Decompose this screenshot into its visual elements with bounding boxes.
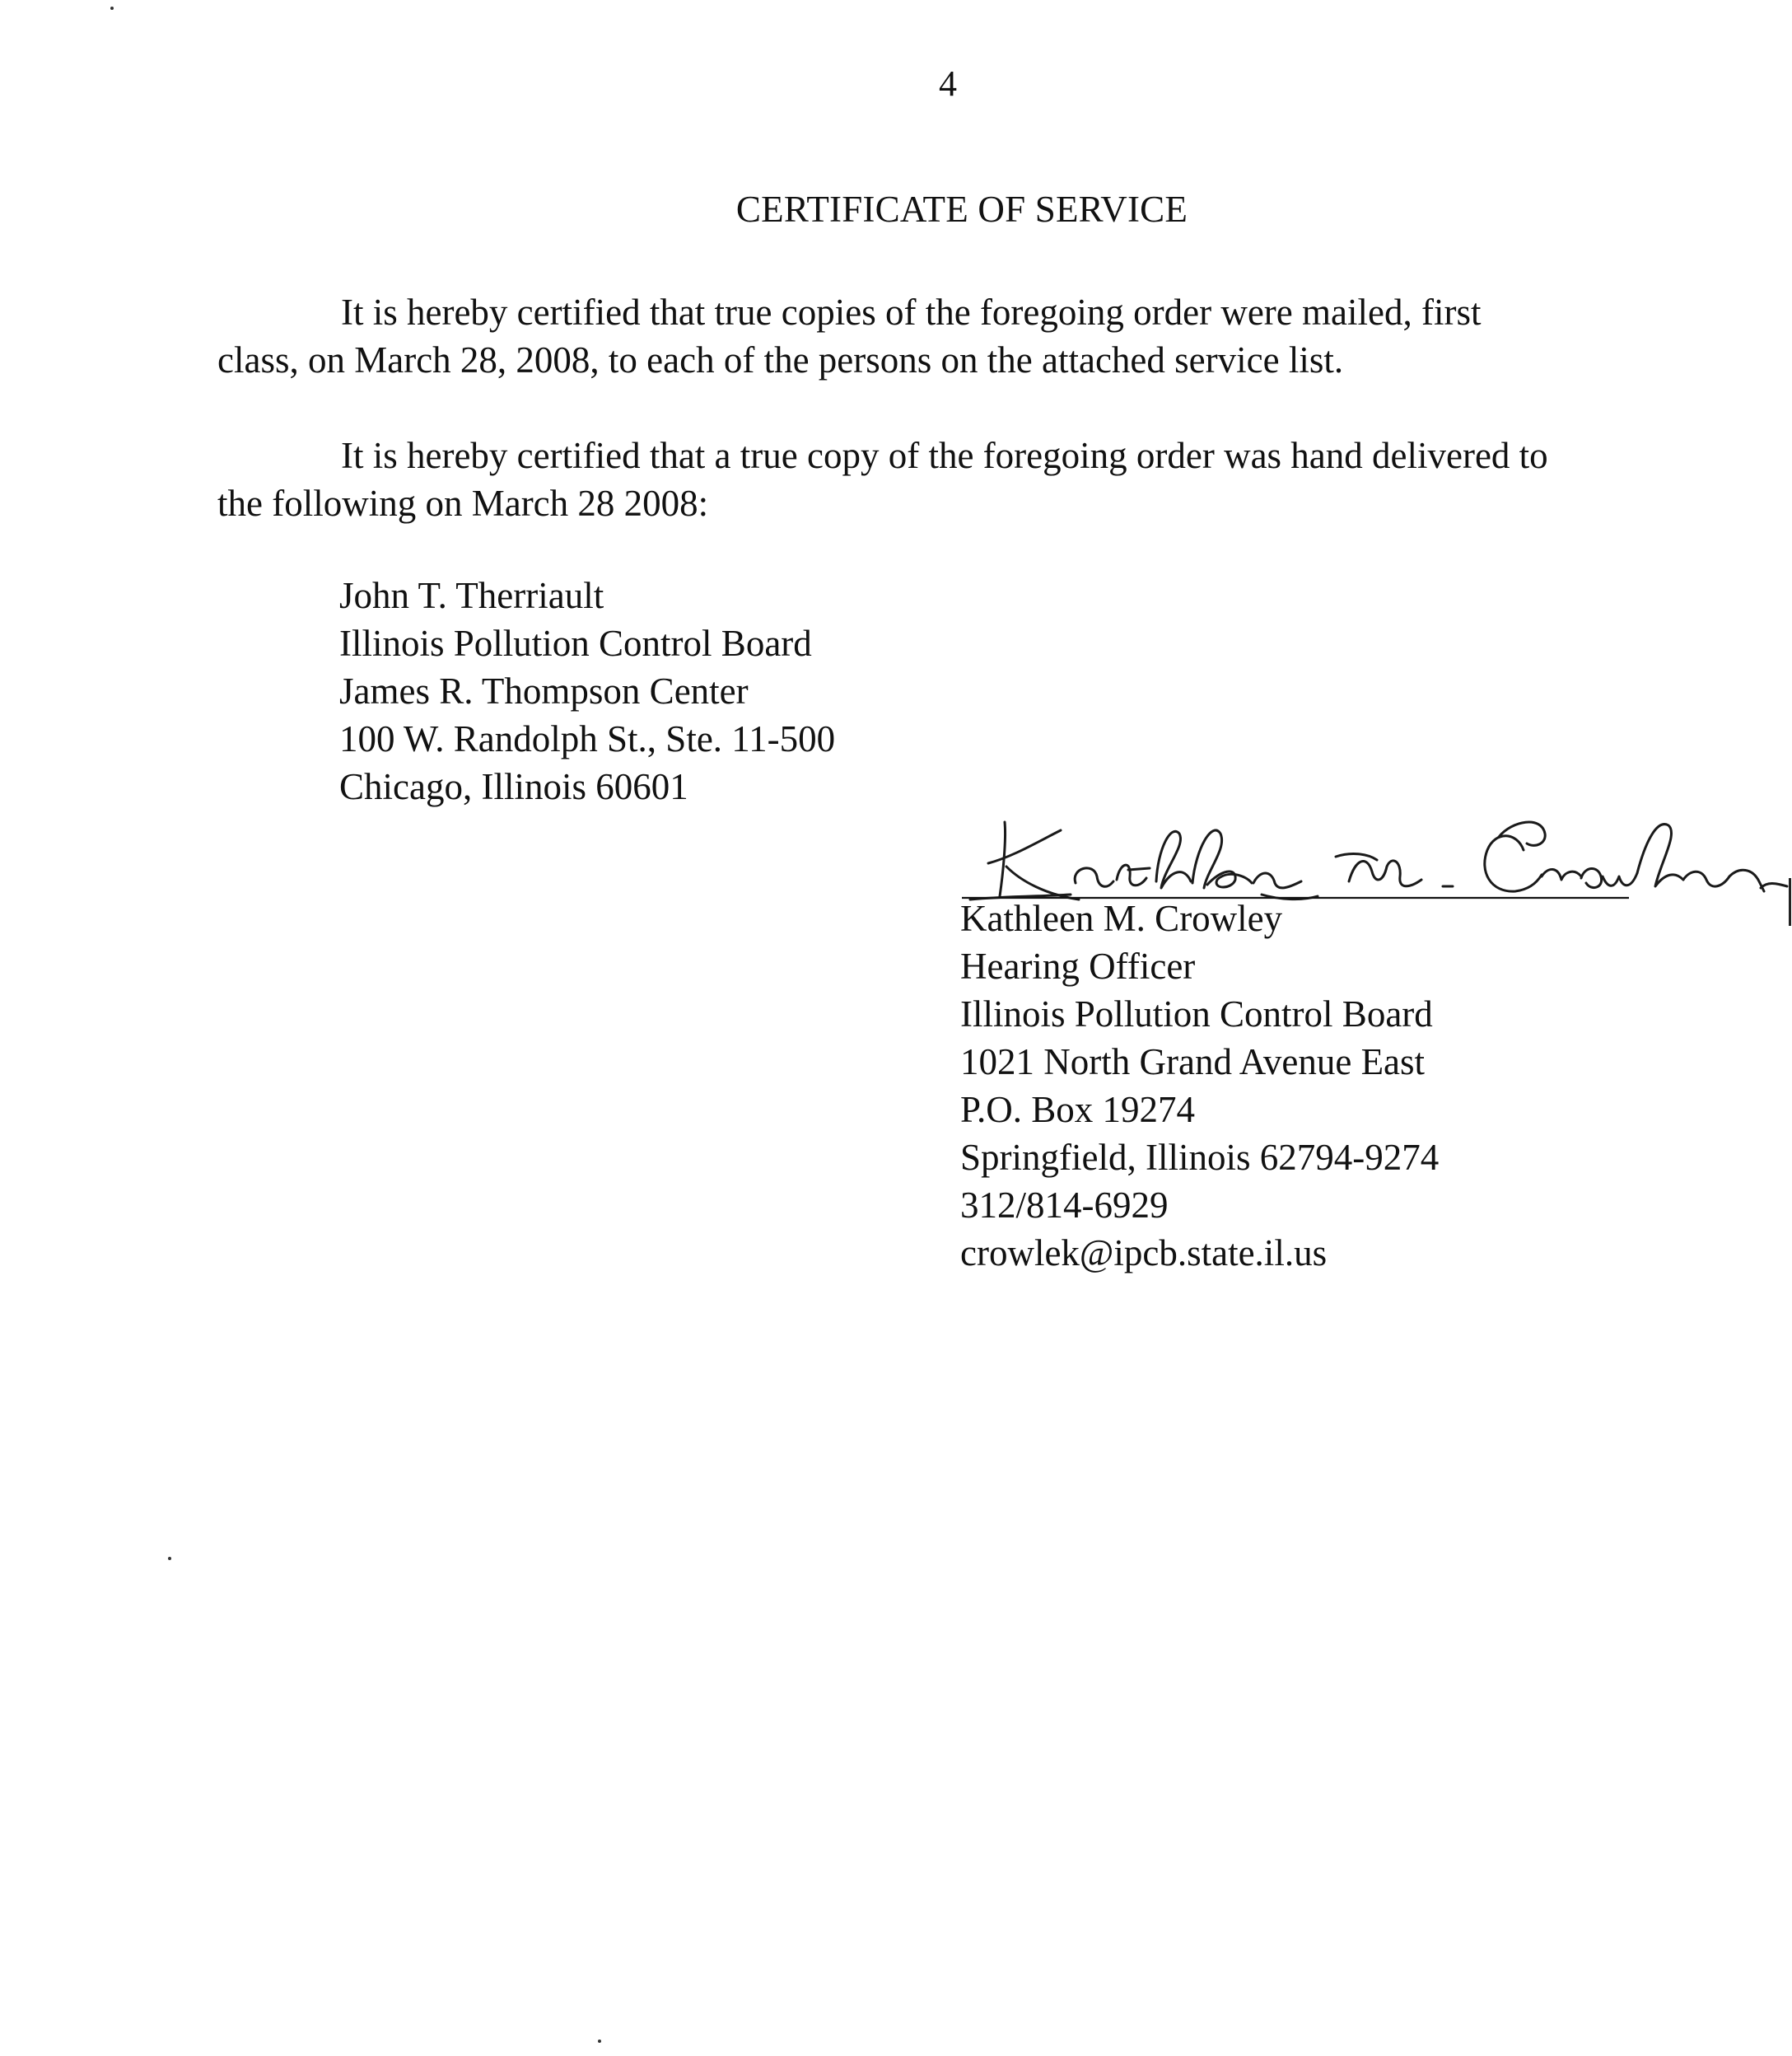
recipient-organization: Illinois Pollution Control Board (339, 623, 812, 664)
signer-title: Hearing Officer (960, 946, 1196, 987)
paragraph-line: the following on March 28 2008: (217, 483, 709, 524)
signer-block (960, 895, 1439, 1277)
recipient-address (339, 572, 835, 811)
scan-edge-mark (1789, 878, 1791, 926)
recipient-city: Chicago, Illinois 60601 (339, 766, 688, 807)
paragraph-line: class, on March 28, 2008, to each of the persons on the attached service list. (217, 339, 1344, 381)
recipient-street: 100 W. Randolph St., Ste. 11-500 (339, 718, 836, 759)
scan-speck (598, 2040, 601, 2043)
paragraph-line: It is hereby certified that a true copy of the foregoing order was hand delivered to (341, 435, 1548, 476)
heading-text: CERTIFICATE OF SERVICE (735, 189, 1188, 230)
scan-speck (168, 1557, 171, 1560)
scan-speck (110, 7, 114, 10)
paragraph-line: It is hereby certified that true copies of the foregoing order were mailed, first (341, 292, 1482, 333)
signer-name: Kathleen M. Crowley (960, 898, 1283, 939)
signer-city: Springfield, Illinois 62794-9274 (960, 1137, 1440, 1178)
signer-street: 1021 North Grand Avenue East (960, 1041, 1426, 1082)
recipient-name: John T. Therriault (339, 575, 604, 616)
recipient-building: James R. Thompson Center (339, 671, 749, 712)
signer-po-box: P.O. Box 19274 (960, 1089, 1196, 1130)
page-number: 4 (939, 63, 957, 104)
signer-organization: Illinois Pollution Control Board (960, 993, 1433, 1035)
hand-delivered-paragraph (217, 432, 1700, 527)
signer-phone: 312/814-6929 (960, 1185, 1169, 1226)
signer-email: crowlek@ipcb.state.il.us (960, 1232, 1328, 1273)
certificate-heading (0, 191, 1792, 228)
mailed-paragraph (217, 288, 1700, 384)
